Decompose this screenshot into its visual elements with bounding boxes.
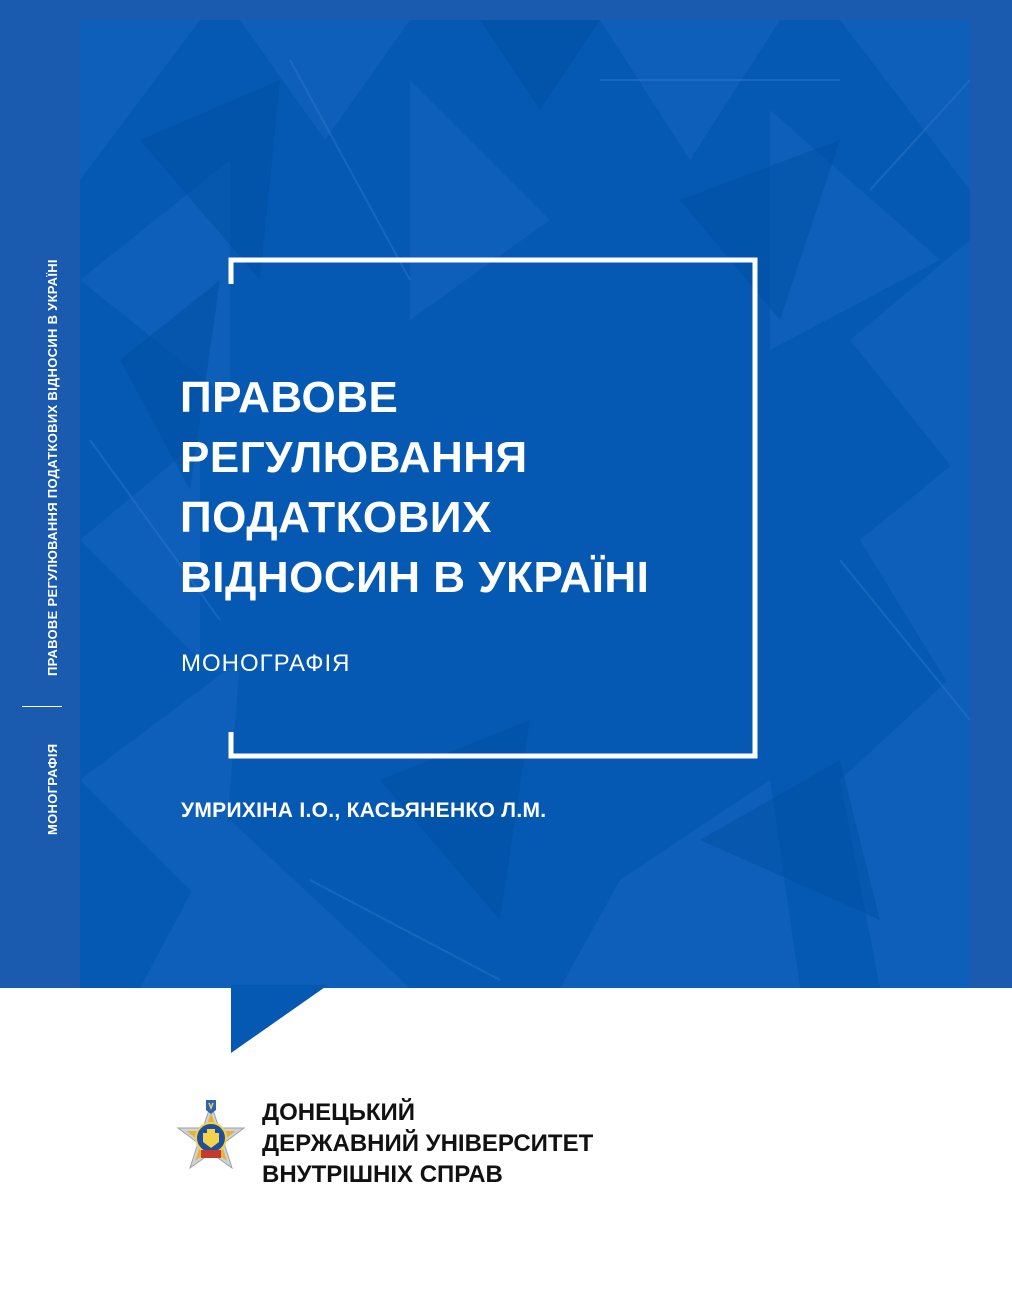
- publisher-line: ДЕРЖАВНИЙ УНІВЕРСИТЕТ: [262, 1130, 594, 1157]
- speech-pointer-shape: [0, 985, 400, 1055]
- publisher-line: ДОНЕЦЬКИЙ: [262, 1099, 416, 1126]
- university-emblem-icon: [176, 1098, 246, 1174]
- right-edge-strip: [970, 0, 1012, 988]
- book-spine: [0, 0, 80, 988]
- book-authors: УМРИХІНА І.О., КАСЬЯНЕНКО Л.М.: [181, 799, 547, 822]
- spine-title: ПРАВОВЕ РЕГУЛЮВАННЯ ПОДАТКОВИХ ВІДНОСИН В УКРАЇНІ: [45, 259, 60, 676]
- book-title-line: ПОДАТКОВИХ: [180, 493, 492, 542]
- book-subtitle: МОНОГРАФІЯ: [181, 650, 351, 677]
- book-title: [180, 368, 649, 608]
- top-border-strip: [80, 0, 970, 20]
- book-title-line: ВІДНОСИН В УКРАЇНІ: [180, 553, 650, 602]
- publisher-name: [262, 1097, 593, 1190]
- spine-divider: [22, 706, 62, 707]
- spine-subtitle: МОНОГРАФІЯ: [45, 743, 60, 835]
- book-title-line: РЕГУЛЮВАННЯ: [180, 433, 528, 482]
- book-title-line: ПРАВОВЕ: [180, 373, 399, 422]
- publisher-line: ВНУТРІШНІХ СПРАВ: [262, 1161, 503, 1188]
